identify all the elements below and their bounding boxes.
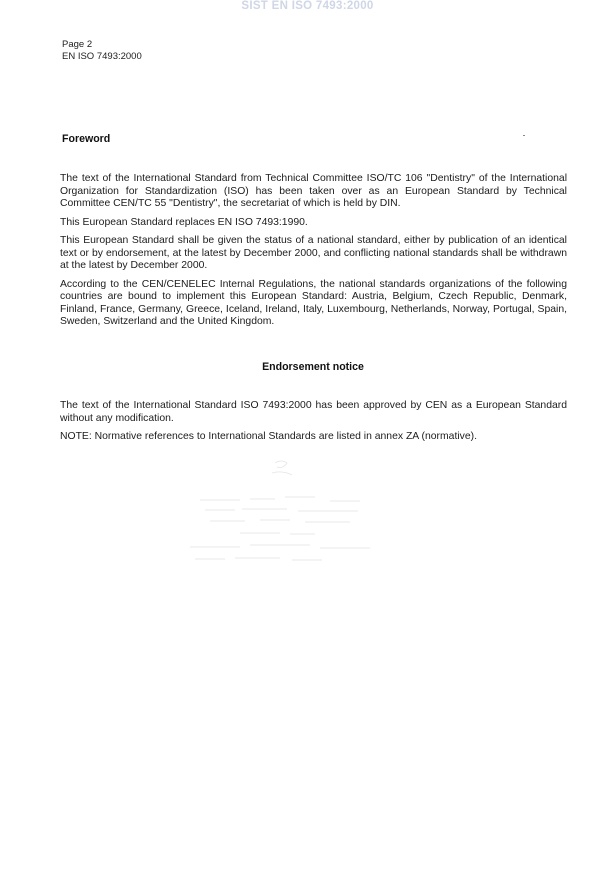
- foreword-paragraph: The text of the International Standard from Technical Committee ISO/TC 106 "Dentistry" of the International Organization for Standardization (ISO) has been taken over as an European Standard by Technical Committee CEN/TC 55 "Dentistry", the secretariat of which is held by DIN.: [60, 173, 567, 209]
- page-header: [62, 39, 142, 62]
- endorsement-paragraph: The text of the International Standard ISO 7493:2000 has been approved by CEN as a European Standard without any modification.: [60, 400, 567, 424]
- foreword-paragraph: This European Standard shall be given the status of a national standard, either by publication of an identical text or by endorsement, at the latest by December 2000, and conflicting national standards shall be withdrawn at the latest by December 2000.: [60, 235, 567, 271]
- standard-number: EN ISO 7493:2000: [62, 50, 142, 62]
- scan-speck: [523, 135, 525, 136]
- foreword-title: Foreword: [62, 133, 111, 145]
- endorsement-title: Endorsement notice: [262, 361, 364, 373]
- endorsement-note: NOTE: Normative references to International Standards are listed in annex ZA (normative).: [60, 431, 477, 442]
- watermark-text: SIST EN ISO 7493:2000: [241, 0, 374, 12]
- foreword-paragraph: According to the CEN/CENELEC Internal Regulations, the national standards organizations of the following countries are bound to implement this European Standard: Austria, Belgium, Czech Republic, Denmark, Finland, France, Germany, Greece, Iceland, Ireland, Italy, Luxembourg, Netherlands, Norway, Portugal, Spain, Sweden, Switzerland and the United Kingdom.: [60, 278, 567, 327]
- foreword-body: [60, 173, 567, 335]
- page-number: Page 2: [62, 39, 93, 50]
- endorsement-body: [60, 400, 567, 450]
- foreword-paragraph: This European Standard replaces EN ISO 7493:1990.: [60, 216, 308, 228]
- faded-stamp-residue: [180, 455, 390, 570]
